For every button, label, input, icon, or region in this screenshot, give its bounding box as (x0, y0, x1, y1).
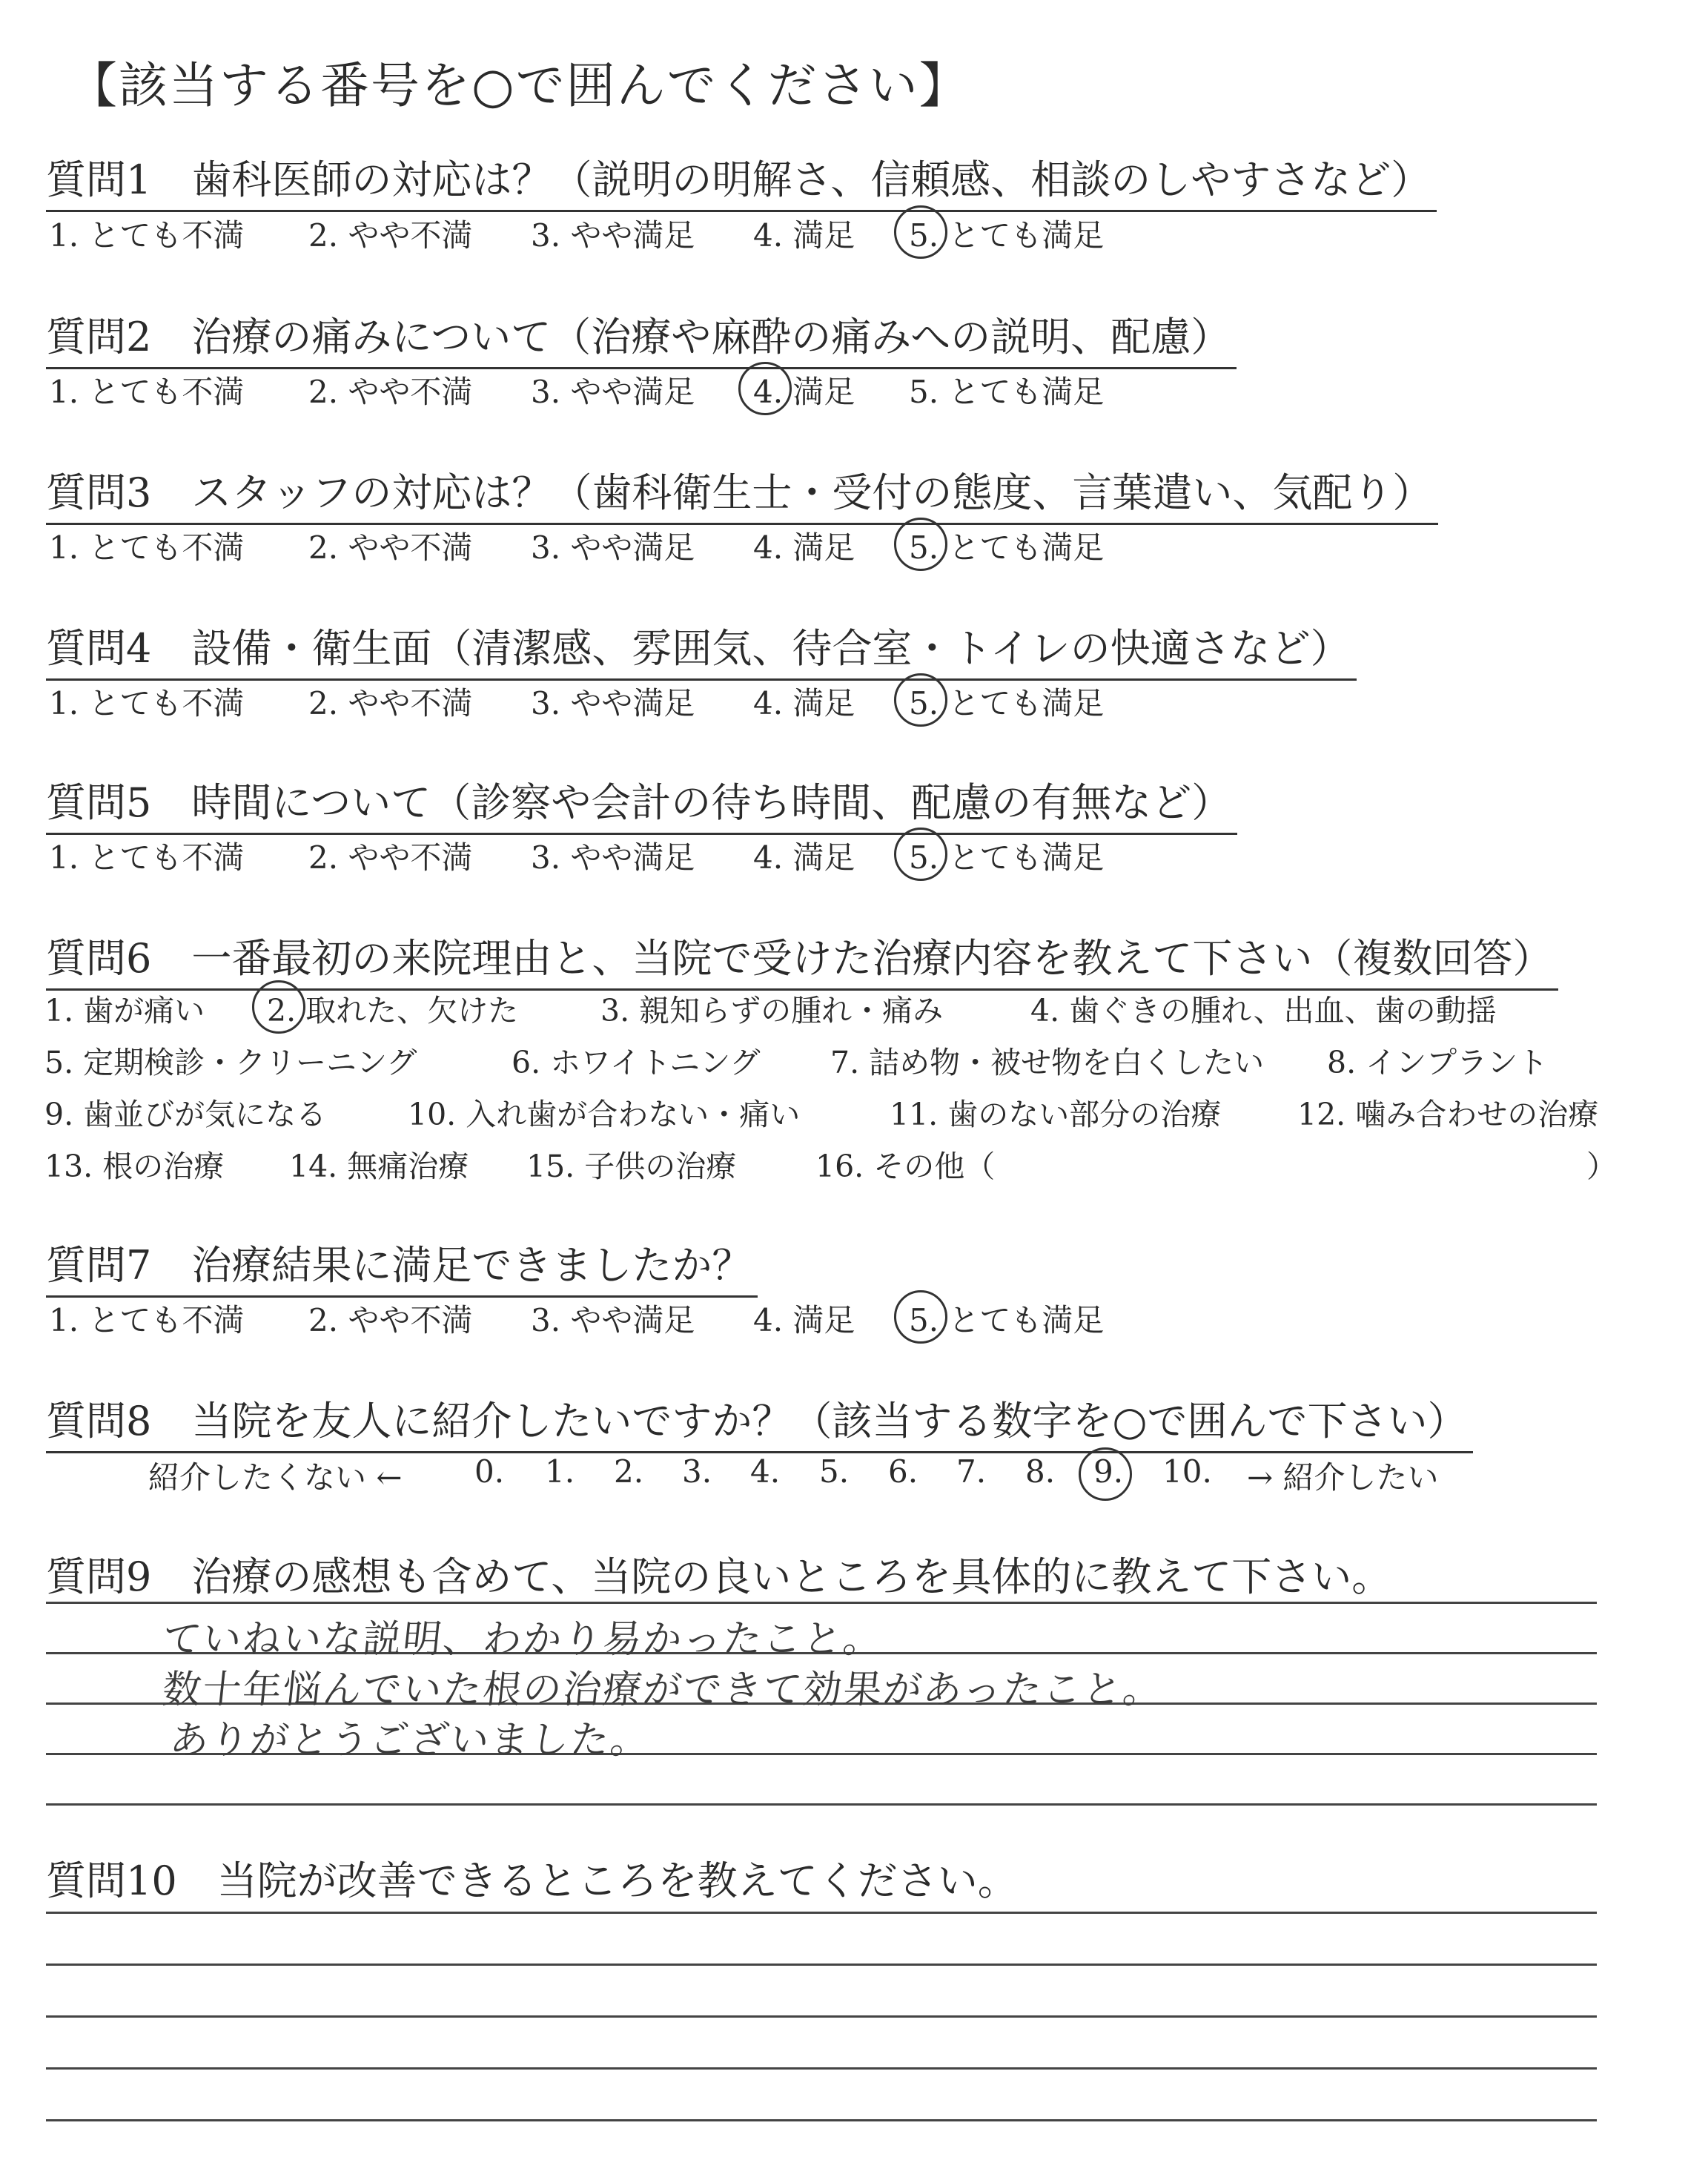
q6-option-5[interactable]: 5. 定期検診・クリーニング (44, 1045, 417, 1080)
q3-title: 質問3 スタッフの対応は？（歯科衛生士・受付の態度、言葉遣い、気配り） (46, 461, 1438, 525)
q1-option-2[interactable]: 2. やや不満 (308, 217, 473, 254)
q4-title: 質問4 設備・衛生面（清潔感、雰囲気、待合室・トイレの快適さなど） (46, 617, 1357, 681)
q6-option-15[interactable]: 15. 子供の治療 (526, 1149, 737, 1184)
q9-answer-line-1 (46, 1602, 1597, 1604)
q5-option-1[interactable]: 1. とても不満 (49, 839, 245, 876)
q2-option-4[interactable]: 4. 満足 (753, 374, 855, 410)
q2-option-2[interactable]: 2. やや不満 (308, 374, 473, 410)
q6-option-12[interactable]: 12. 噛み合わせの治療 (1297, 1097, 1599, 1132)
q6-option-14[interactable]: 14. 無痛治療 (289, 1149, 469, 1184)
q4-option-5[interactable]: 5. とても満足 (909, 685, 1105, 721)
q6-option-2[interactable]: 2. 取れた、欠けた (267, 993, 519, 1028)
q8-left-label: 紹介したくない ← (148, 1459, 403, 1496)
q10-title: 質問10 当院が改善できるところを教えてください。 (46, 1857, 1018, 1904)
q9-answer-line-5 (46, 1803, 1597, 1806)
q6-option-9[interactable]: 9. 歯並びが気になる (44, 1097, 327, 1132)
q8-title: 質問8 当院を友人に紹介したいですか？（該当する数字を○で囲んで下さい） (46, 1390, 1473, 1453)
q6-option-1[interactable]: 1. 歯が痛い (44, 993, 205, 1028)
q2-option-3[interactable]: 3. やや満足 (531, 374, 695, 410)
q6-option-13[interactable]: 13. 根の治療 (44, 1149, 225, 1184)
q10-answer-line-3 (46, 2015, 1597, 2018)
q6-title: 質問6 一番最初の来院理由と、当院で受けた治療内容を教えて下さい（複数回答） (46, 927, 1558, 991)
q6-option-6[interactable]: 6. ホワイトニング (512, 1045, 761, 1080)
q6-option-11[interactable]: 11. 歯のない部分の治療 (890, 1097, 1222, 1132)
q8-scale-7[interactable]: 7. (956, 1453, 987, 1490)
q3-option-5[interactable]: 5. とても満足 (909, 529, 1105, 566)
q3-option-3[interactable]: 3. やや満足 (531, 529, 695, 566)
q6-option-10[interactable]: 10. 入れ歯が合わない・痛い (408, 1097, 801, 1132)
q7-option-1[interactable]: 1. とても不満 (49, 1302, 245, 1338)
q2-option-1[interactable]: 1. とても不満 (49, 374, 245, 410)
q8-right-label: → 紹介したい (1247, 1459, 1439, 1496)
q5-option-5[interactable]: 5. とても満足 (909, 839, 1105, 876)
q6-option-3[interactable]: 3. 親知らずの腫れ・痛み (600, 993, 944, 1028)
q3-option-1[interactable]: 1. とても不満 (49, 529, 245, 566)
q8-scale-5[interactable]: 5. (819, 1453, 850, 1490)
q8-scale-2[interactable]: 2. (614, 1453, 644, 1490)
q6-option-16[interactable]: 16. その他（ (815, 1149, 996, 1184)
q8-scale-0[interactable]: 0. (474, 1453, 505, 1490)
q4-option-4[interactable]: 4. 満足 (753, 685, 855, 721)
q7-option-2[interactable]: 2. やや不満 (308, 1302, 473, 1338)
q3-option-4[interactable]: 4. 満足 (753, 529, 855, 566)
q9-handwritten-answer-2: 数十年悩んでいた根の治療ができて効果があったこと。 (160, 1668, 1166, 1712)
q6-option-4[interactable]: 4. 歯ぐきの腫れ、出血、歯の動揺 (1030, 993, 1497, 1028)
q10-answer-line-5 (46, 2119, 1597, 2121)
q5-option-4[interactable]: 4. 満足 (753, 839, 855, 876)
q4-option-3[interactable]: 3. やや満足 (531, 685, 695, 721)
q10-answer-line-4 (46, 2067, 1597, 2070)
q2-option-5[interactable]: 5. とても満足 (909, 374, 1105, 410)
q1-option-5[interactable]: 5. とても満足 (909, 217, 1105, 254)
q9-title: 質問9 治療の感想も含めて、当院の良いところを具体的に教えて下さい。 (46, 1553, 1392, 1600)
q2-title: 質問2 治療の痛みについて（治療や麻酔の痛みへの説明、配慮） (46, 305, 1237, 369)
q6-other-close-paren: ） (1586, 1149, 1617, 1184)
form-header: 【該当する番号を○で囲んでください】 (68, 57, 970, 114)
q1-option-1[interactable]: 1. とても不満 (49, 217, 245, 254)
q7-option-4[interactable]: 4. 満足 (753, 1302, 855, 1338)
q3-option-2[interactable]: 2. やや不満 (308, 529, 473, 566)
q5-title: 質問5 時間について（診察や会計の待ち時間、配慮の有無など） (46, 771, 1237, 835)
q5-option-3[interactable]: 3. やや満足 (531, 839, 695, 876)
q1-option-4[interactable]: 4. 満足 (753, 217, 855, 254)
q4-option-2[interactable]: 2. やや不満 (308, 685, 473, 721)
q4-option-1[interactable]: 1. とても不満 (49, 685, 245, 721)
q10-answer-line-1 (46, 1912, 1597, 1914)
q9-handwritten-answer-1: ていねいな説明、わかり易かったこと。 (160, 1617, 886, 1662)
q8-scale-6[interactable]: 6. (888, 1453, 918, 1490)
q8-scale-4[interactable]: 4. (750, 1453, 781, 1490)
q7-option-5[interactable]: 5. とても満足 (909, 1302, 1105, 1338)
q1-option-3[interactable]: 3. やや満足 (531, 217, 695, 254)
q1-title: 質問1 歯科医師の対応は？（説明の明解さ、信頼感、相談のしやすさなど） (46, 148, 1437, 212)
q6-option-7[interactable]: 7. 詰め物・被せ物を白くしたい (830, 1045, 1265, 1080)
q7-title: 質問7 治療結果に満足できましたか？ (46, 1234, 758, 1298)
q5-option-2[interactable]: 2. やや不満 (308, 839, 473, 876)
q8-scale-8[interactable]: 8. (1025, 1453, 1056, 1490)
q9-handwritten-answer-3: ありがとうございました。 (168, 1718, 653, 1763)
q8-scale-1[interactable]: 1. (545, 1453, 575, 1490)
q8-scale-3[interactable]: 3. (682, 1453, 712, 1490)
q8-scale-10[interactable]: 10. (1162, 1453, 1212, 1490)
q6-option-8[interactable]: 8. インプラント (1327, 1045, 1549, 1080)
q10-answer-line-2 (46, 1964, 1597, 1966)
q7-option-3[interactable]: 3. やや満足 (531, 1302, 695, 1338)
q8-scale-9[interactable]: 9. (1093, 1453, 1124, 1490)
